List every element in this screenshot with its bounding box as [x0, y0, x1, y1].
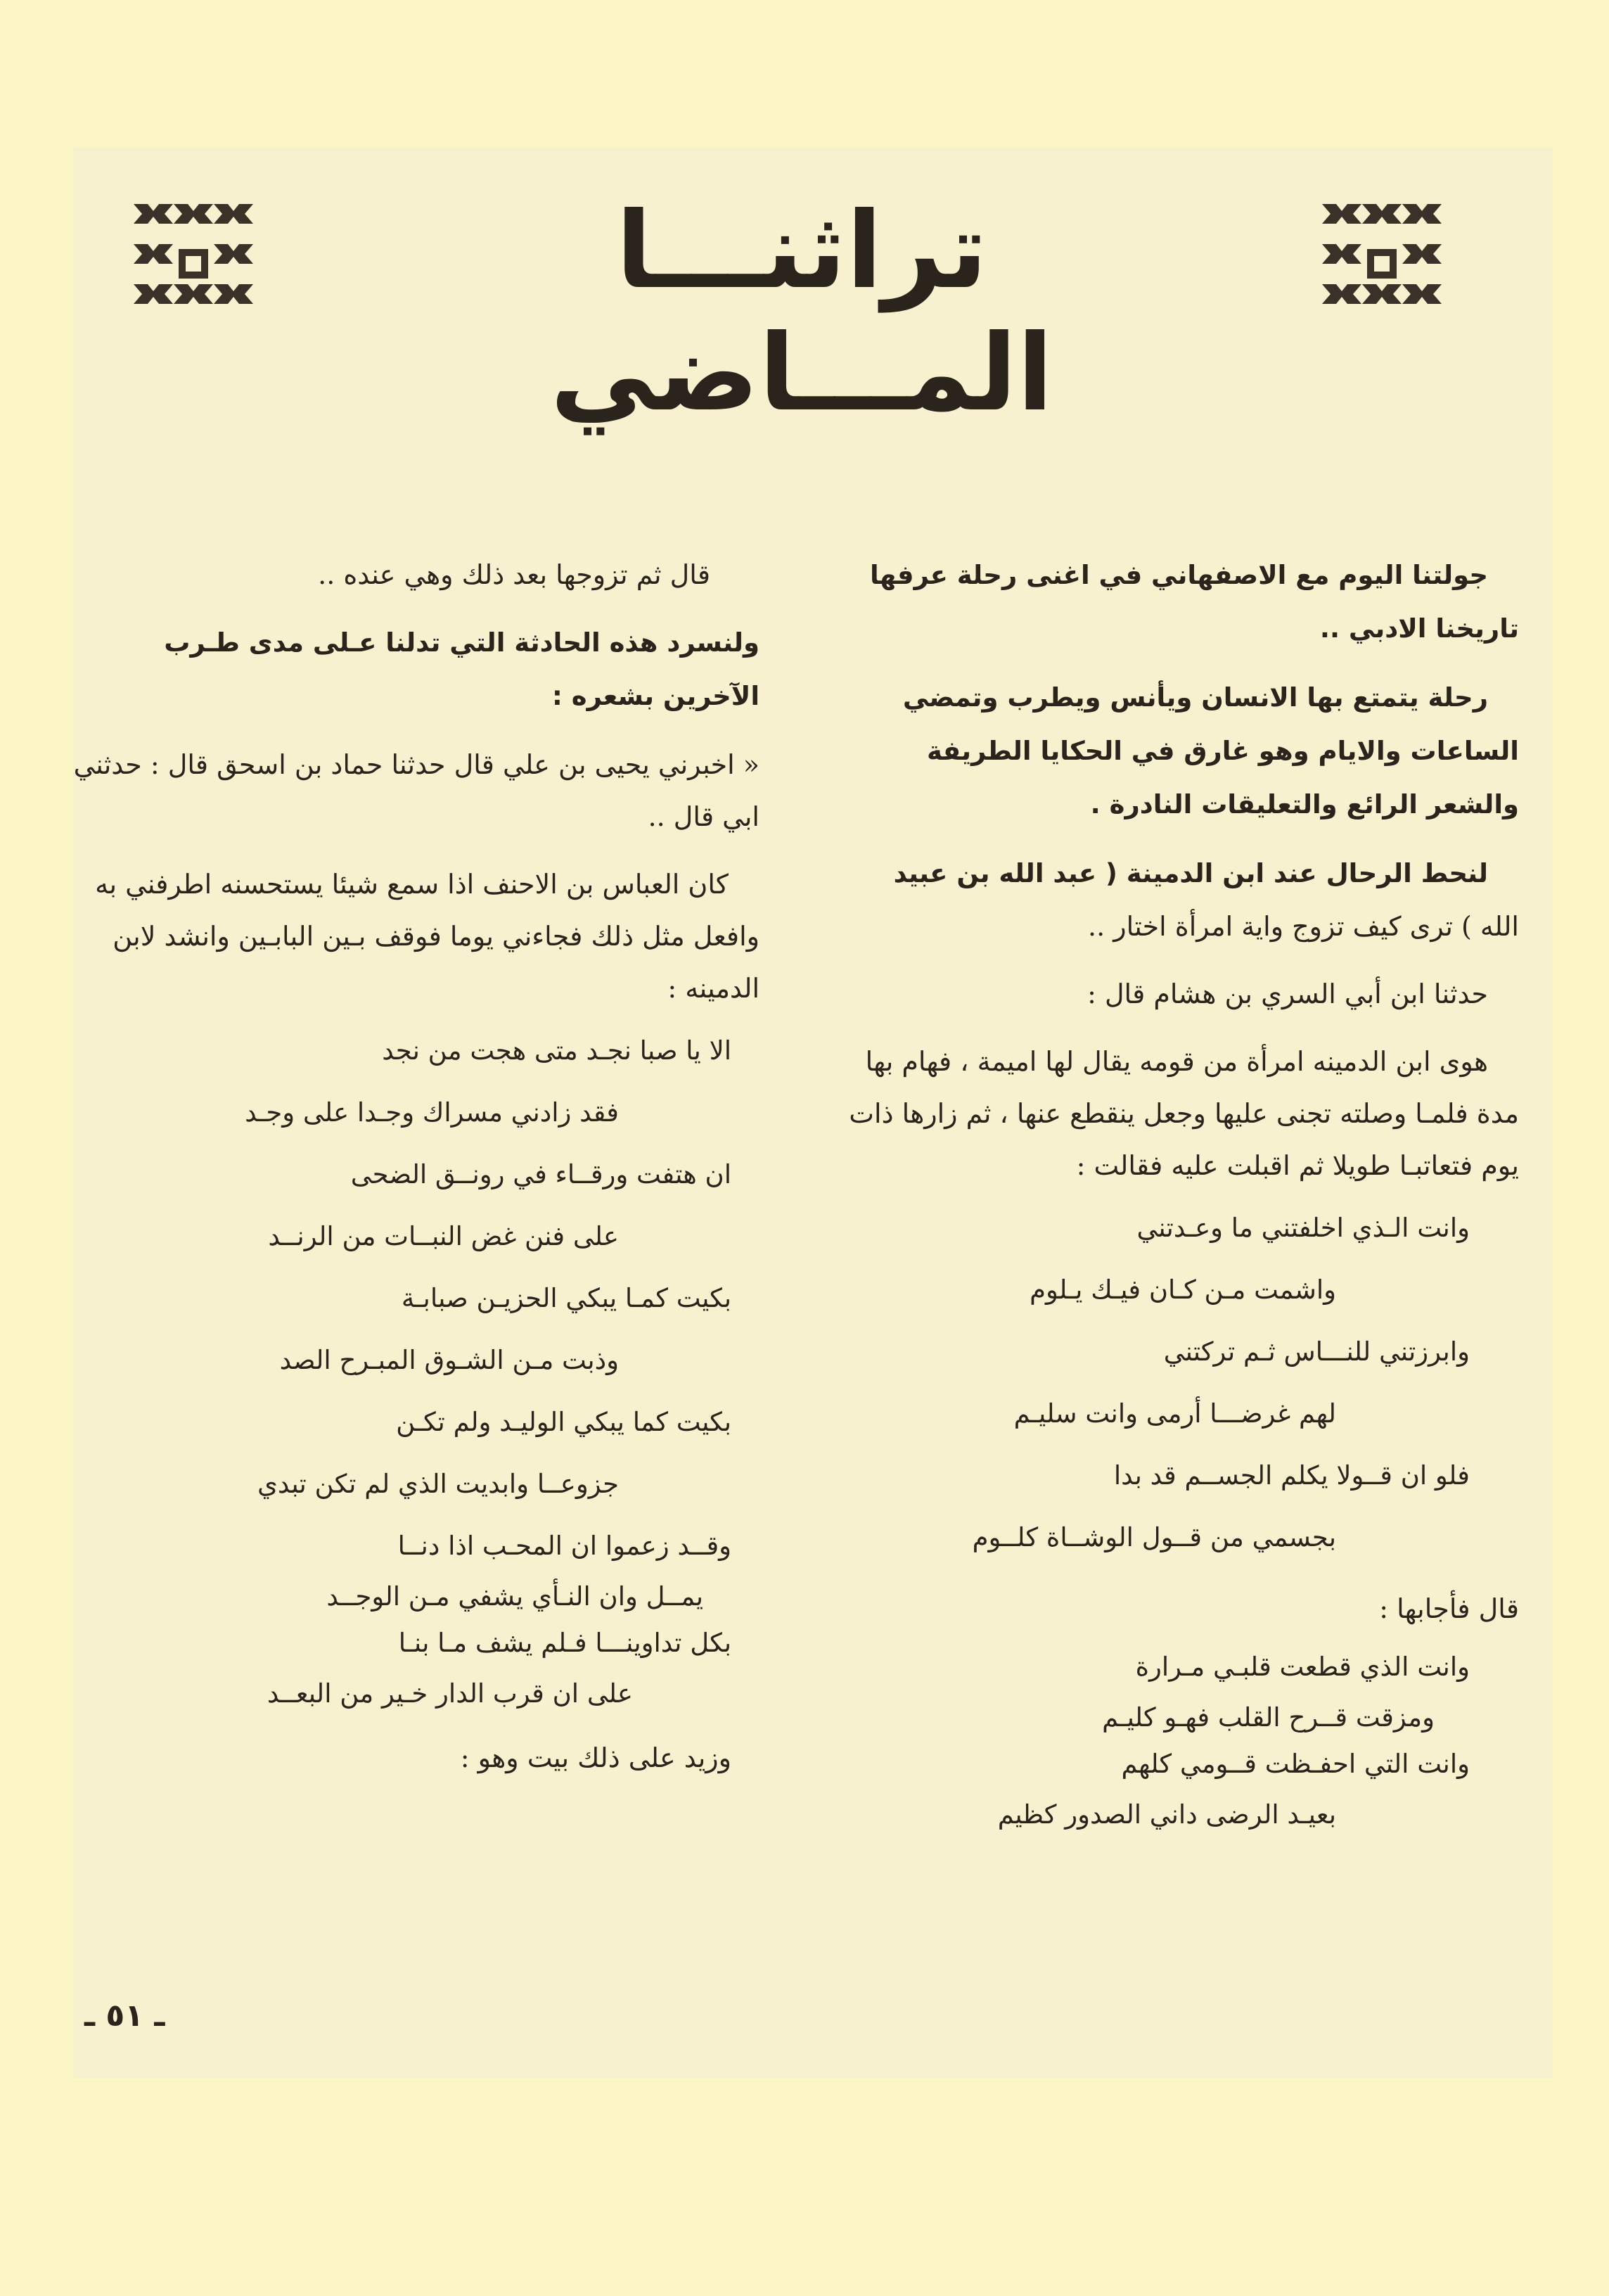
verse-first-half: وابرزتني للنـــاس ثـم تركتني [1163, 1337, 1470, 1367]
verse-first-half: ان هتفت ورقــاء في رونــق الضحى [350, 1159, 731, 1190]
verse-first-half: الا يا صبا نجـد متى هجت من نجد [382, 1035, 731, 1066]
verse-second-half: بعيـد الرضى داني الصدور كظيم [997, 1799, 1336, 1830]
verse-second-half: جزوعــا وابديت الذي لم تكن تبدي [257, 1469, 619, 1499]
closing-line: وزيد على ذلك بيت وهو : [460, 1742, 731, 1773]
poem-block [70, 1034, 759, 1501]
verse-second-half: وذبت مـن الشـوق المبـرح الصد [279, 1345, 619, 1375]
bold-intro: ولنسرد هذه الحادثة التي تدلنا عـلى مدى طـرب الآخرين بشعره : [164, 627, 759, 711]
opening-line: قال ثم تزوجها بعد ذلك وهي عنده .. [318, 559, 710, 590]
reply-intro: قال فأجابها : [1379, 1593, 1519, 1624]
geometric-ornament-icon [1322, 204, 1442, 324]
verse-second-half: يمــل وان النـأي يشفي مـن الوجــد [326, 1581, 703, 1612]
verse-second-half: على ان قرب الدار خـير من البعــد [267, 1678, 633, 1709]
verse-second-half: واشمت مـن كـان فيـك يـلوم [1030, 1275, 1336, 1305]
page-number: ـ ٥١ ـ [84, 1998, 165, 2034]
verse-first-half: وانت الذي قطعت قلبـي مـرارة [1135, 1652, 1470, 1682]
intro-tail: الله ) ترى كيف تزوج واية امرأة اختار .. [1088, 911, 1519, 942]
verse-second-half: فقد زادني مسراك وجـدا على وجـد [245, 1097, 619, 1128]
poem-block [70, 1529, 759, 1711]
verse-second-half: على فنن غض النبــات من الرنــد [268, 1221, 619, 1251]
verse-first-half: بكيت كمـا يبكي الحزيـن صبابـة [401, 1283, 731, 1313]
intro-paragraph: رحلة يتمتع بها الانسان ويأنس ويطرب وتمضي الساعات والايام وهو غارق في الحكايا الطريفة والشعر الرائع والتعليقات النادرة . [902, 682, 1519, 819]
verse-first-half: بكيت كما يبكي الوليـد ولم تكـن [396, 1407, 731, 1437]
intro-paragraph: لنحط الرحال عند ابن الدمينة ( عبد الله بن عبيد [893, 858, 1488, 888]
right-column [830, 549, 1519, 1839]
narration-line: حدثنا ابن أبي السري بن هشام قال : [1087, 978, 1488, 1009]
verse-first-half: وانت الـذي اخلفتني ما وعـدتني [1136, 1213, 1470, 1243]
verse-first-half: بكل تداوينـــا فـلم يشف مـا بنـا [398, 1628, 731, 1658]
page-title: تراثنـــا المـــاضي [550, 190, 1053, 435]
isnad-paragraph: « اخبرني يحيى بن علي قال حدثنا حماد بن اسحق قال : حدثني ابي قال .. [73, 749, 759, 832]
verse-second-half: بجسمي من قــول الوشــاة كلــوم [972, 1522, 1336, 1552]
poem-block [830, 1650, 1519, 1832]
verse-second-half: ومزقت قــرح القلب فهـو كليـم [1102, 1702, 1435, 1733]
story-paragraph: كان العباس بن الاحنف اذا سمع شيئا يستحسنه اطرفني به وافعل مثل ذلك فجاءني يوما فوقف بـين البابـين وانشد لابن الدمينه : [95, 869, 759, 1004]
verse-first-half: وانت التي احفـظت قــومي كلهم [1121, 1749, 1470, 1779]
intro-paragraph: جولتنا اليوم مع الاصفهاني في اغنى رحلة عرفها تاريخنا الادبي .. [870, 560, 1519, 644]
geometric-ornament-icon [134, 204, 253, 324]
story-paragraph: هوى ابن الدمينه امرأة من قومه يقال لها اميمة ، فهام بها مدة فلمـا وصلته تجنى عليها وجعل ينقطع عنها ، ثم زارها ذات يوم فتعاتبـا طويلا ثم اقبلت عليه فقالت : [849, 1046, 1519, 1181]
poem-block [830, 1211, 1519, 1555]
left-column [70, 549, 759, 1799]
verse-second-half: لهم غرضـــا أرمى وانت سليـم [1013, 1398, 1336, 1429]
verse-first-half: فلو ان قــولا يكلم الجســم قد بدا [1113, 1460, 1470, 1491]
verse-first-half: وقــد زعموا ان المحـب اذا دنــا [397, 1531, 731, 1561]
